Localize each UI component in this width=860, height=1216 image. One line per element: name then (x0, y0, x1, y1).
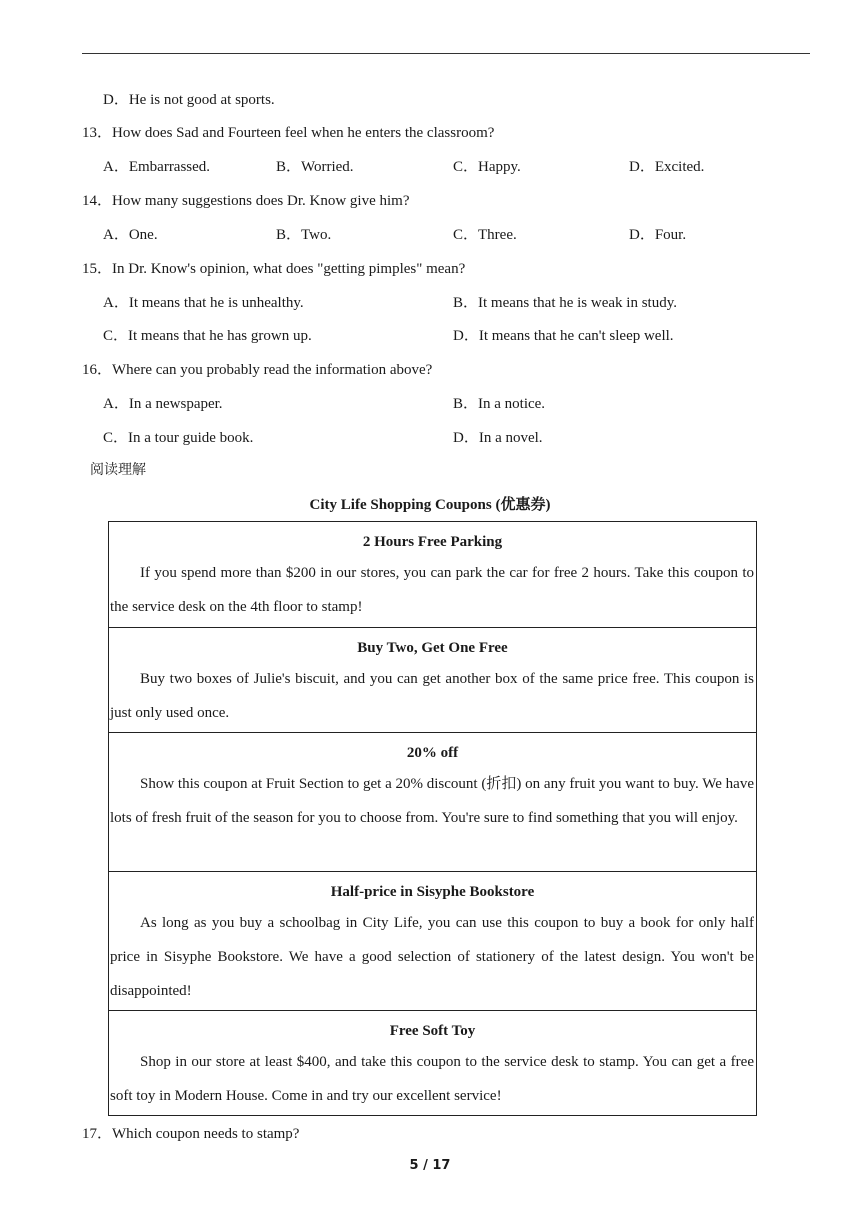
q16-option-b: B．In a notice. (453, 396, 546, 412)
question-number: 14． (82, 193, 113, 209)
coupon-body: Shop in our store at least $400, and take this coupon to the service desk to stamp. You can get a free soft toy in Modern House. Come in and try our excellent service! (110, 1054, 754, 1104)
question-13 (82, 123, 494, 143)
coupon-free-soft-toy (109, 1011, 756, 1115)
question-number: 16． (82, 362, 113, 378)
coupon-body: If you spend more than $200 in our stores, you can park the car for free 2 hours. Take this coupon to the service desk on the 4th floor to stamp! (110, 565, 754, 615)
coupon-body: As long as you buy a schoolbag in City Life, you can use this coupon to buy a book for only half price in Sisyphe Bookstore. We have a good selection of stationery of the latest design. You won't be disappointed! (110, 915, 754, 999)
question-text: How does Sad and Fourteen feel when he enters the classroom? (112, 125, 495, 141)
question-text: In Dr. Know's opinion, what does "getting pimples" mean? (112, 261, 466, 277)
q13-option-a: A．Embarrassed. (103, 159, 211, 175)
q16-option-c: C．In a tour guide book. (103, 430, 254, 446)
question-number: 15． (82, 261, 113, 277)
page-number: 5 / 17 (409, 1158, 451, 1173)
q14-option-b: B．Two. (276, 227, 332, 243)
question-15 (82, 259, 465, 279)
question-text: Which coupon needs to stamp? (112, 1126, 300, 1142)
q14-option-a: A．One. (103, 227, 158, 243)
question-16 (82, 360, 432, 380)
q13-option-b: B．Worried. (276, 159, 354, 175)
q15-option-a: A．It means that he is unhealthy. (103, 295, 304, 311)
question-14 (82, 191, 410, 211)
q13-option-d: D．Excited. (629, 159, 705, 175)
q15-option-c: C．It means that he has grown up. (103, 328, 312, 344)
q15-option-d: D．It means that he can't sleep well. (453, 328, 674, 344)
question-number: 13． (82, 125, 113, 141)
coupon-title: Half-price in Sisyphe Bookstore (330, 884, 535, 900)
coupon-20-off (109, 733, 756, 872)
coupon-title: 20% off (406, 745, 459, 761)
coupon-body: Show this coupon at Fruit Section to get a 20% discount (折扣) on any fruit you want to buy. We have lots of fresh fruit of the season for you to choose from. You're sure to find something that you will enjoy. (110, 776, 754, 826)
coupon-half-price-bookstore (109, 872, 756, 1011)
q14-option-c: C．Three. (453, 227, 517, 243)
coupon-buy-two-get-one (109, 628, 756, 733)
q16-option-a: A．In a newspaper. (103, 396, 223, 412)
question-17 (82, 1124, 299, 1144)
q16-option-d: D．In a novel. (453, 430, 543, 446)
coupon-table (108, 521, 757, 1116)
coupon-body: Buy two boxes of Julie's biscuit, and you can get another box of the same price free. This coupon is just only used once. (110, 671, 754, 721)
coupon-free-parking (109, 522, 756, 628)
header-rule (82, 53, 810, 54)
coupon-title: 2 Hours Free Parking (362, 534, 503, 550)
section-label: 阅读理解 (90, 462, 146, 478)
question-text: How many suggestions does Dr. Know give him? (112, 193, 410, 209)
coupons-title: City Life Shopping Coupons (优惠券) (309, 497, 551, 513)
q13-option-c: C．Happy. (453, 159, 521, 175)
q15-option-b: B．It means that he is weak in study. (453, 295, 677, 311)
coupon-title: Buy Two, Get One Free (357, 640, 508, 656)
question-text: Where can you probably read the information above? (112, 362, 433, 378)
question-number: 17． (82, 1126, 113, 1142)
prev-question-option-d: D．He is not good at sports. (103, 92, 275, 108)
q14-option-d: D．Four. (629, 227, 687, 243)
coupon-title: Free Soft Toy (389, 1023, 476, 1039)
